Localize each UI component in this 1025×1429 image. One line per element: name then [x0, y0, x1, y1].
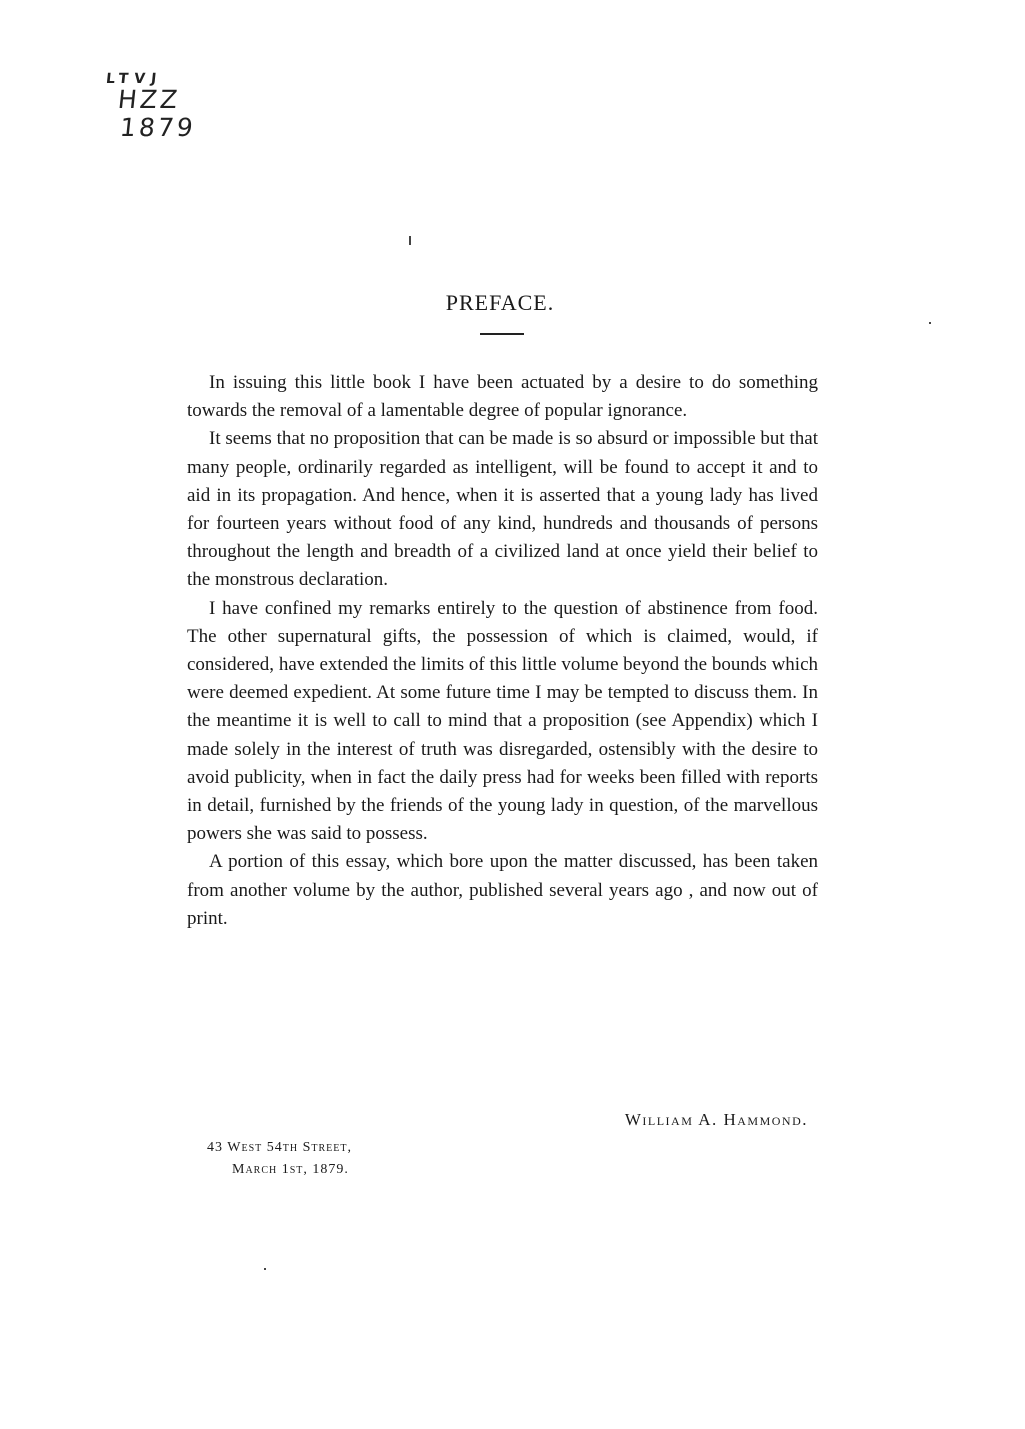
paragraph: It seems that no proposition that can be made is so absurd or impossible but that many people, ordinarily regarded as intelligent, will be found to accept it and to aid in its propagation. And hence, when it is asserted that a young lady has lived for fourteen years without food of any kind, hundreds and thousands of persons throughout the length and breadth of a civilized land at once yield their belief to the monstrous declaration.: [187, 428, 818, 591]
address-street: 43 West 54th Street,: [207, 1140, 352, 1155]
paragraph: A portion of this essay, which bore upon the matter discussed, has been taken from another volume by the author, published several years ago , and now out of print.: [187, 851, 818, 929]
address-block: [207, 1137, 527, 1181]
page-title: PREFACE.: [445, 290, 555, 315]
author-signature: William A. Hammond.: [624, 1110, 808, 1129]
shelf-mark-line-3: 1879: [118, 113, 198, 142]
preface-body: [187, 369, 818, 933]
address-date: March 1st, 1879.: [232, 1162, 349, 1177]
handwritten-shelf-mark: [100, 72, 220, 142]
paragraph: In issuing this little book I have been actuated by a desire to do something towards the removal of a lamentable degree of popular ignorance.: [187, 372, 818, 422]
shelf-mark-line-1: LTVJ: [105, 71, 164, 87]
title-divider: [480, 333, 524, 335]
stray-mark: [264, 1268, 266, 1270]
shelf-mark-line-2: HZZ: [116, 85, 182, 114]
stray-mark: [409, 236, 411, 245]
stray-mark: [929, 322, 931, 324]
paragraph: I have confined my remarks entirely to the question of abstinence from food. The other supernatural gifts, the possession of which is claimed, would, if considered, have extended the limits of this little volume beyond the bounds which were deemed expedient. At some future time I may be tempted to discuss them. In the meantime it is well to call to mind that a proposition (see Appendix) which I made solely in the interest of truth was disregarded, ostensibly with the desire to avoid publicity, when in fact the daily press had for weeks been filled with reports in detail, furnished by the friends of the young lady in question, of the marvellous powers she was said to possess.: [187, 597, 818, 845]
